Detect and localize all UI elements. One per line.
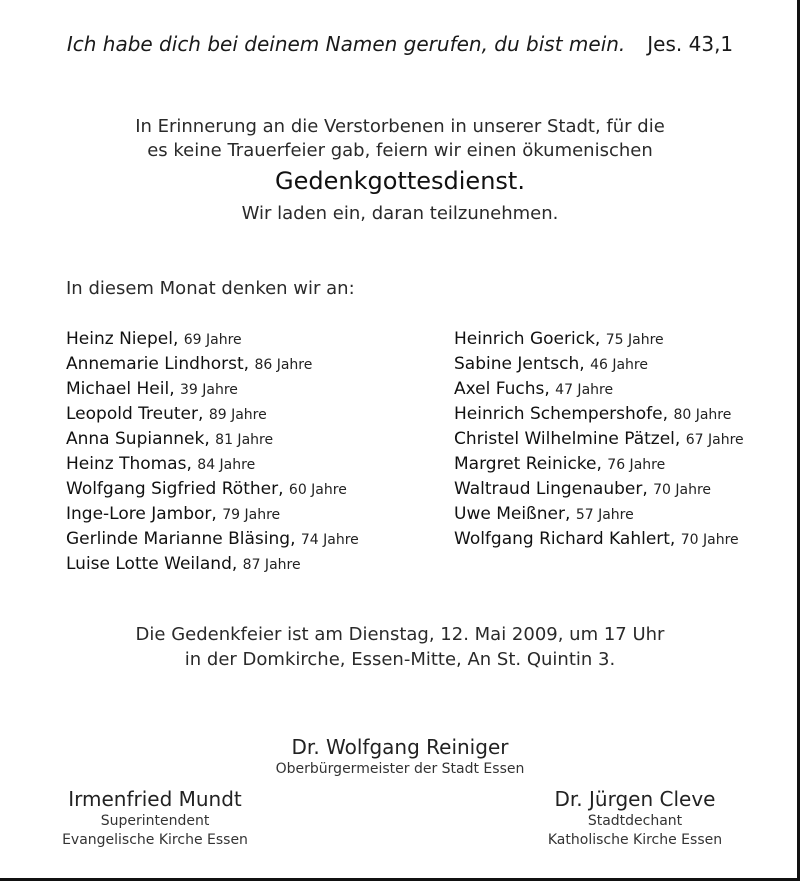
deceased-age: 87 Jahre — [242, 557, 301, 573]
intro-text — [0, 115, 800, 163]
deceased-name: Sabine Jentsch, — [454, 354, 585, 374]
deceased-name: Margret Reinicke, — [454, 454, 602, 474]
list-item — [66, 502, 359, 527]
deceased-age: 60 Jahre — [288, 482, 347, 498]
list-item — [454, 402, 744, 427]
deceased-name: Uwe Meißner, — [454, 504, 571, 524]
deceased-age: 81 Jahre — [215, 432, 274, 448]
signature-dean — [520, 786, 750, 850]
list-item — [454, 477, 744, 502]
deceased-age: 75 Jahre — [605, 332, 664, 348]
deceased-age: 39 Jahre — [180, 382, 238, 398]
deceased-name: Wolfgang Sigfried Röther, — [66, 479, 284, 499]
list-item — [454, 527, 744, 552]
signature-mayor — [0, 734, 800, 779]
signatory-org: Evangelische Kirche Essen — [62, 832, 248, 848]
list-item — [66, 352, 359, 377]
list-item — [66, 527, 359, 552]
deceased-age: 70 Jahre — [653, 482, 712, 498]
signatory-role: Superintendent — [100, 813, 210, 829]
deceased-name: Heinrich Schempershofe, — [454, 404, 669, 424]
deceased-name: Heinz Thomas, — [66, 454, 192, 474]
deceased-name: Inge-Lore Jambor, — [66, 504, 217, 524]
deceased-age: 89 Jahre — [208, 407, 267, 423]
event-line-1: Die Gedenkfeier ist am Dienstag, 12. Mai 2009, um 17 Uhr — [135, 624, 665, 645]
deceased-age: 57 Jahre — [575, 507, 634, 523]
signatory-name: Irmenfried Mundt — [68, 787, 242, 811]
list-item — [454, 427, 744, 452]
signatory-role: Oberbürgermeister der Stadt Essen — [275, 761, 525, 777]
deceased-name: Annemarie Lindhorst, — [66, 354, 250, 374]
list-item — [66, 552, 359, 577]
headline: Gedenkgottesdienst. — [275, 167, 525, 195]
deceased-age: 70 Jahre — [680, 532, 739, 548]
names-left-column — [66, 327, 359, 577]
signatory-name: Dr. Jürgen Cleve — [554, 787, 716, 811]
deceased-age: 46 Jahre — [590, 357, 648, 373]
event-details — [0, 622, 800, 672]
signature-superintendent — [40, 786, 270, 850]
deceased-name: Michael Heil, — [66, 379, 175, 399]
deceased-age: 69 Jahre — [183, 332, 242, 348]
deceased-name: Christel Wilhelmine Pätzel, — [454, 429, 681, 449]
deceased-name: Axel Fuchs, — [454, 379, 550, 399]
event-line-2: in der Domkirche, Essen-Mitte, An St. Quintin 3. — [184, 649, 616, 670]
deceased-age: 47 Jahre — [555, 382, 614, 398]
month-intro: In diesem Monat denken wir an: — [66, 278, 355, 299]
deceased-age: 74 Jahre — [300, 532, 359, 548]
deceased-name: Anna Supiannek, — [66, 429, 210, 449]
deceased-age: 84 Jahre — [197, 457, 256, 473]
list-item — [66, 402, 359, 427]
list-item — [66, 477, 359, 502]
deceased-name: Heinz Niepel, — [66, 329, 179, 349]
list-item — [66, 327, 359, 352]
list-item — [66, 377, 359, 402]
deceased-name: Luise Lotte Weiland, — [66, 554, 238, 574]
names-right-column — [454, 327, 744, 552]
deceased-age: 67 Jahre — [685, 432, 744, 448]
deceased-name: Wolfgang Richard Kahlert, — [454, 529, 676, 549]
deceased-name: Gerlinde Marianne Bläsing, — [66, 529, 296, 549]
invitation: Wir laden ein, daran teilzunehmen. — [241, 203, 559, 224]
signatory-role: Stadtdechant — [587, 813, 683, 829]
motto-verse: Ich habe dich bei deinem Namen gerufen, du bist mein. — [66, 32, 626, 56]
intro-line-1: In Erinnerung an die Verstorbenen in unserer Stadt, für die — [135, 116, 665, 137]
list-item — [66, 452, 359, 477]
motto-reference: Jes. 43,1 — [647, 32, 734, 56]
list-item — [454, 377, 744, 402]
deceased-name: Waltraud Lingenauber, — [454, 479, 648, 499]
list-item — [66, 427, 359, 452]
deceased-age: 76 Jahre — [607, 457, 666, 473]
deceased-name: Leopold Treuter, — [66, 404, 204, 424]
deceased-age: 79 Jahre — [222, 507, 281, 523]
signatory-org: Katholische Kirche Essen — [547, 832, 723, 848]
bible-motto — [0, 32, 800, 56]
list-item — [454, 452, 744, 477]
list-item — [454, 327, 744, 352]
intro-line-2: es keine Trauerfeier gab, feiern wir einen ökumenischen — [147, 140, 653, 161]
signatory-name: Dr. Wolfgang Reiniger — [291, 735, 509, 759]
list-item — [454, 352, 744, 377]
list-item — [454, 502, 744, 527]
deceased-age: 80 Jahre — [673, 407, 732, 423]
deceased-name: Heinrich Goerick, — [454, 329, 601, 349]
deceased-age: 86 Jahre — [254, 357, 313, 373]
